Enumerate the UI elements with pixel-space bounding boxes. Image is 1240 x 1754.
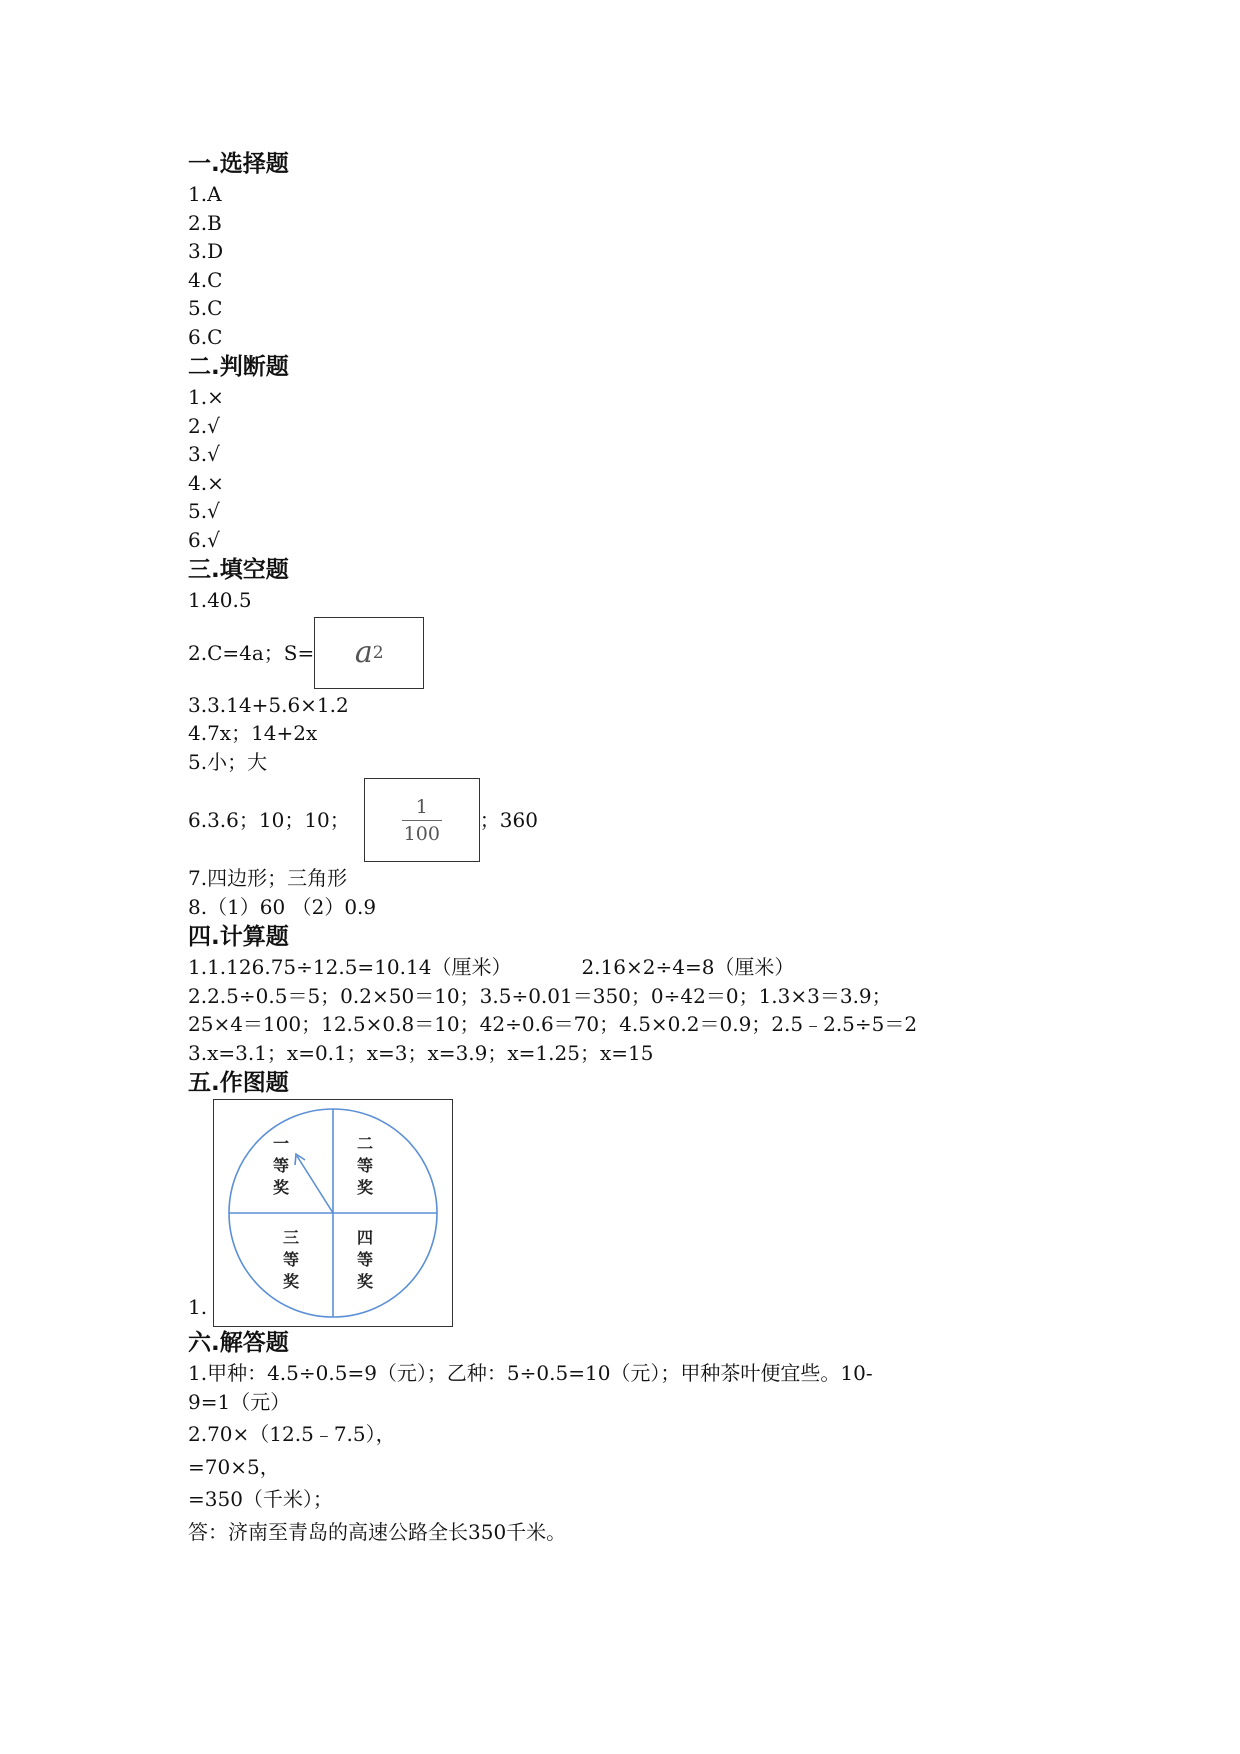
solution-answer-2c: =350（千米）；	[188, 1487, 333, 1511]
wheel-q1-char: 奖	[273, 1178, 290, 1197]
solution-answer-2d: 答：济南至青岛的高速公路全长350千米。	[188, 1519, 567, 1544]
wheel-q4-char: 等	[357, 1250, 374, 1269]
calc-answer-3: 3.x=3.1；x=0.1；x=3；x=3.9；x=1.25；x=15	[188, 1040, 654, 1065]
fill-answer-8: 8.（1）60 （2）0.9	[188, 894, 377, 919]
wheel-pointer	[297, 1156, 333, 1213]
solution-answer-1b: 9=1（元）	[188, 1389, 291, 1414]
calc-answer-1a: 1.1.126.75÷12.5=10.14（厘米）	[188, 955, 512, 979]
section-title-drawing: 五.作图题	[188, 1070, 289, 1096]
judgement-answer: 4.×	[188, 470, 224, 495]
choice-answer: 1.A	[188, 182, 222, 206]
fill-answer-6	[188, 776, 1068, 864]
judgement-answer: 1.×	[188, 385, 224, 409]
wheel-q3-char: 三	[283, 1228, 300, 1247]
fill-answer-3: 3.3.14+5.6×1.2	[188, 692, 349, 717]
fraction	[402, 796, 442, 845]
wheel-q3-char: 奖	[283, 1272, 300, 1291]
choice-answer: 3.D	[188, 239, 224, 263]
wheel-q2-char: 等	[357, 1156, 374, 1175]
wheel-q2-char: 奖	[357, 1178, 374, 1197]
fill-answer-2-text: 2.C=4a；S=	[188, 640, 315, 665]
fill-answer-2	[188, 615, 1068, 691]
fraction-numerator: 1	[415, 795, 428, 818]
wheel-q4-char: 四	[357, 1228, 374, 1247]
fill-answer-6-suffix: ；360	[479, 808, 538, 832]
area-formula-box	[314, 617, 424, 689]
section-title-choice: 一.选择题	[188, 151, 289, 177]
wheel-q2-char: 二	[357, 1134, 374, 1153]
solution-answer-2b: =70×5，	[188, 1454, 280, 1479]
wheel-q1-char: 一	[273, 1134, 290, 1153]
drawing-answer-1	[188, 1099, 1068, 1327]
answer-sheet	[188, 148, 1068, 1546]
fill-answer-1: 1.40.5	[188, 588, 252, 612]
section-title-calculation: 四.计算题	[188, 924, 289, 950]
calc-answer-2b: 25×4＝100；12.5×0.8＝10；42÷0.6＝70；4.5×0.2＝0.9；2.5﹣2.5÷5＝2	[188, 1012, 918, 1036]
section-title-judgement: 二.判断题	[188, 354, 289, 380]
section-title-fill-blank: 三.填空题	[188, 557, 289, 583]
section-title-solution: 六.解答题	[188, 1330, 289, 1356]
choice-answer: 6.C	[188, 324, 223, 349]
wheel-q1-char: 等	[273, 1156, 290, 1175]
calc-answer-1	[188, 953, 1068, 982]
judgement-answer: 6.√	[188, 527, 220, 552]
fill-answer-5: 5.小；大	[188, 749, 268, 774]
fill-answer-6-text: 6.3.6；10；10；	[188, 808, 350, 832]
choice-answer: 5.C	[188, 296, 223, 320]
solution-answer-1a: 1.甲种：4.5÷0.5=9（元）；乙种：5÷0.5=10（元）；甲种茶叶便宜些。10-	[188, 1361, 873, 1385]
judgement-answer: 2.√	[188, 413, 220, 438]
judgement-answer: 3.√	[188, 442, 220, 466]
prize-wheel-box	[213, 1099, 453, 1327]
drawing-answer-label: 1.	[188, 1294, 208, 1319]
fill-answer-4: 4.7x；14+2x	[188, 721, 318, 745]
formula-base: a	[354, 635, 373, 670]
judgement-answer: 5.√	[188, 499, 220, 523]
prize-wheel	[215, 1101, 451, 1325]
fill-answer-7: 7.四边形；三角形	[188, 866, 348, 890]
fraction-box	[364, 778, 480, 862]
choice-answer: 4.C	[188, 267, 223, 292]
wheel-q3-char: 等	[283, 1250, 300, 1269]
calc-answer-1b: 2.16×2÷4=8（厘米）	[581, 955, 795, 979]
solution-answer-2a: 2.70×（12.5﹣7.5），	[188, 1422, 396, 1446]
fraction-denominator: 100	[403, 822, 440, 845]
formula-exponent: 2	[372, 642, 384, 663]
wheel-q4-char: 奖	[357, 1272, 374, 1291]
calc-answer-2a: 2.2.5÷0.5＝5；0.2×50＝10；3.5÷0.01＝350；0÷42＝0；1.3×3＝3.9；	[188, 983, 892, 1008]
choice-answer: 2.B	[188, 210, 222, 235]
fraction-bar	[402, 820, 442, 821]
